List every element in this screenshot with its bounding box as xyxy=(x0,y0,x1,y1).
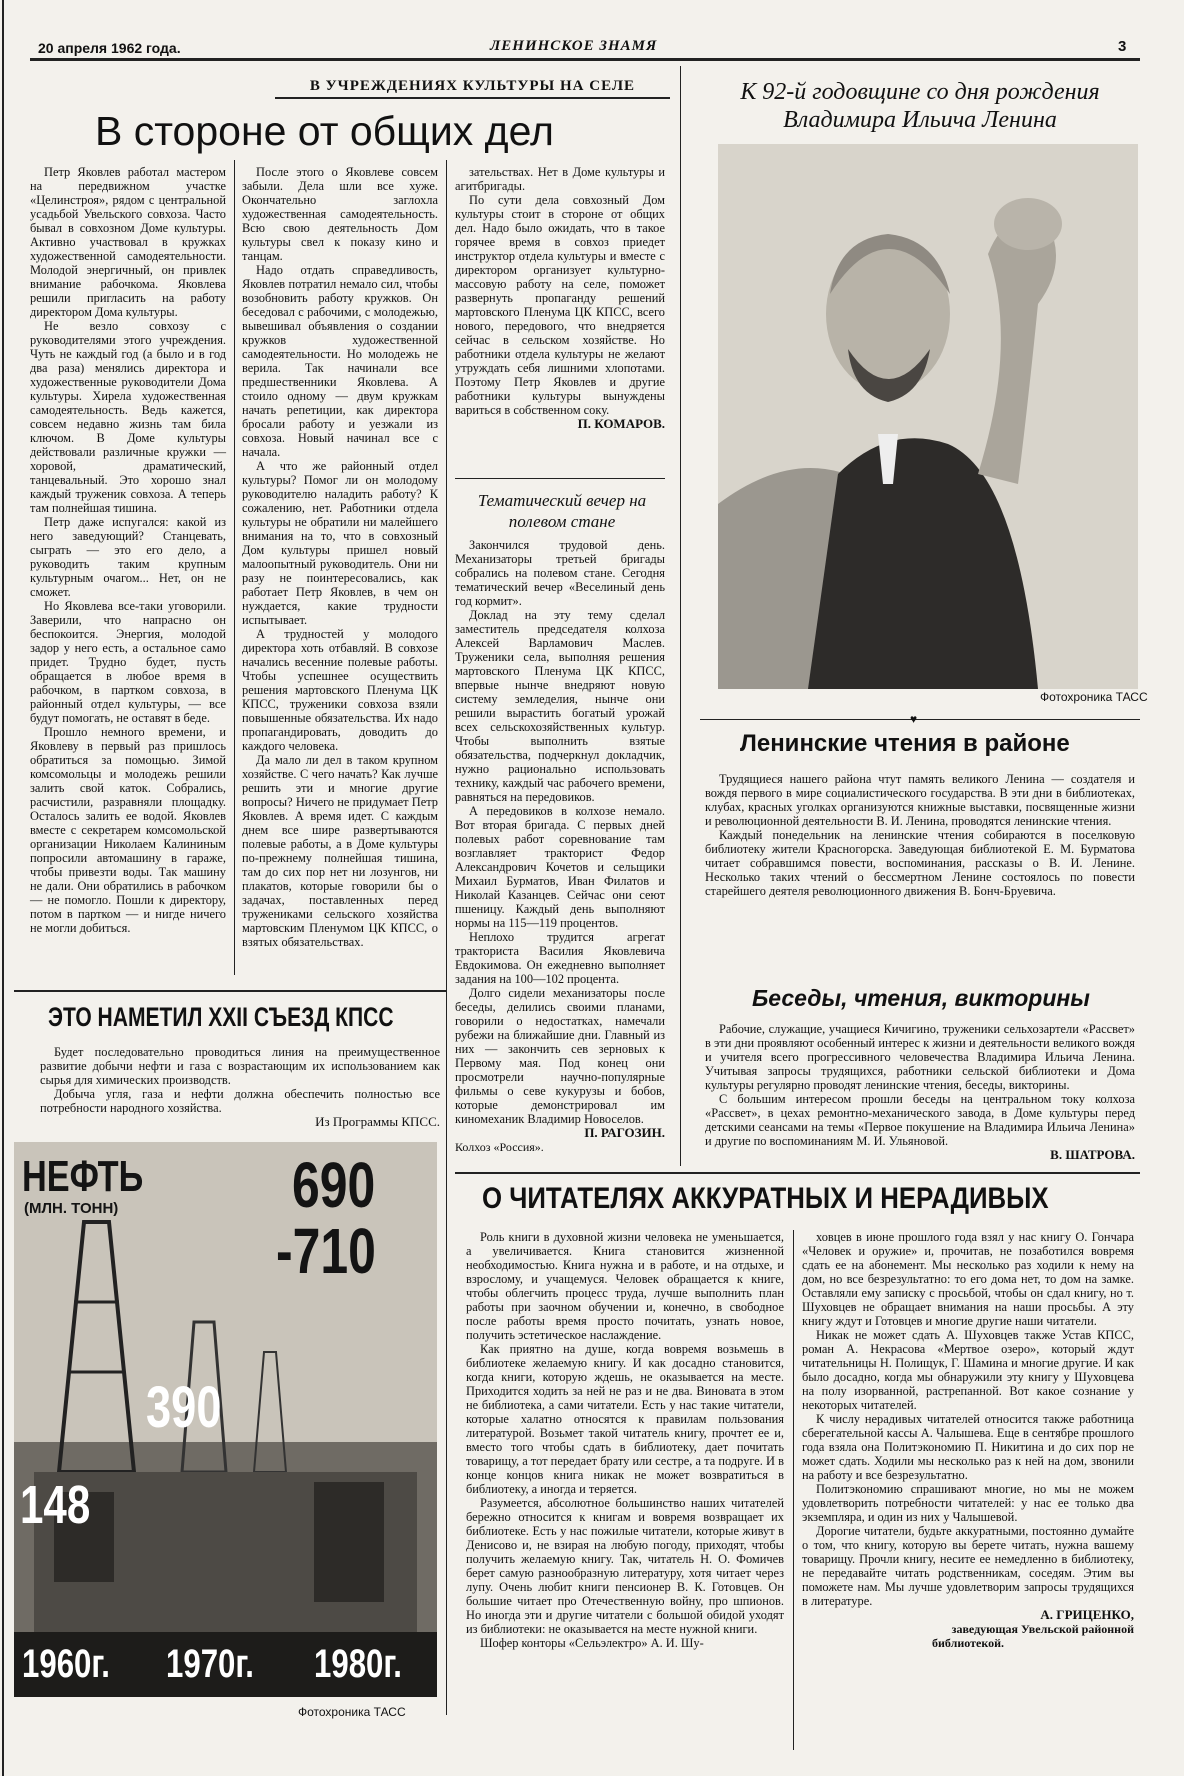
paragraph: Закончился трудовой день. Механизаторы третьей бригады собрались на полевом стане. Сегодня тематический вечер «Веселиный день год кормит». xyxy=(455,538,665,608)
newspaper-name: ЛЕНИНСКОЕ ЗНАМЯ xyxy=(490,38,658,54)
article-title: В стороне от общих дел xyxy=(95,108,554,154)
paragraph: Никак не может сдать А. Шуховцев также Устав КПСС, роман А. Некрасова «Мертвое озеро», который ждут читательницы Н. Полищук, Г. Шамина и многие другие. И как было досадно, когда мы обнаружили эту книгу у Шуховцева на полу изорванной, растрепанной. Вот какое сознание у некоторых читателей. xyxy=(802,1328,1134,1412)
paragraph: Петр Яковлев работал мастером на передвижном участке «Целинстроя», рядом с центральной усадьбой Увельского совхоза. Часто бывал в совхозном Доме культуры. Активно участвовал в кружках художественной самодеятельности. Молодой энергичный, он привлек внимание рабочкома. Яковлева решили пригласить на работу директором Дома культуры. xyxy=(30,165,226,319)
poster-year-1970: 1970г. xyxy=(166,1642,254,1686)
poster-value-1970: 390 xyxy=(146,1375,222,1440)
paragraph: Шофер конторы «Сельэлектро» А. И. Шу- xyxy=(480,1636,704,1650)
portrait-drawing xyxy=(718,144,1138,689)
article-body xyxy=(705,772,1135,898)
article-column-1 xyxy=(30,165,226,935)
column-rule xyxy=(680,66,681,1166)
author-position: библиотекой. xyxy=(932,1636,1004,1650)
paragraph: Добыча угля, газа и нефти должна обеспечить полностью все потребности народного хозяйства. xyxy=(40,1087,440,1115)
article-body xyxy=(455,538,665,1154)
paragraph: Петр даже испугался: какой из него заведующий? Станцевать, сыграть — это его дело, а руководить таким крупным культурным очагом... Нет, он не сможет. xyxy=(30,515,226,599)
paragraph: А что же районный отдел культуры? Помог ли он молодому руководителю наладить работу? К сожалению, нет. Работники отдела культуры не обратили ни малейшего внимания на то, что в совхозный Дом культуры пришел новый малоопытный руководитель. Они ни разу не поинтересовались, как работает Петр Яковлев, в чем он нуждается, какие трудности испытывает. xyxy=(242,459,438,627)
poster-value-1960: 148 xyxy=(20,1475,91,1535)
article-title: Беседы, чтения, викторины xyxy=(752,985,1090,1011)
paragraph: Разумеется, абсолютное большинство наших читателей бережно относится к книгам и вовремя возвращает их библиотеке. Есть у нас пожилые читатели, которые живут в Денисово и, не взирая на любую погоду, приходят, чтобы получить желаемую книгу. Так, читатель Н. О. Фомичев берет самую разнообразную литературу, хотя читает через лупу. Очень любит книги пенсионер В. К. Готовцев. Он большие читает про Отечественную войну, про шпионов. Но иногда эти и другие читатели с большой обидой уходят из библиотеки: не оказывается на месте нужной книги. xyxy=(466,1496,784,1636)
article-column-2 xyxy=(802,1230,1134,1650)
issue-date: 20 апреля 1962 года. xyxy=(38,40,181,56)
section-title-text: ЭТО НАМЕТИЛ XXII СЪЕЗД КПСС xyxy=(48,1002,394,1032)
paragraph: По сути дела совхозный Дом культуры стоит в стороне от общих дел. Надо было ожидать, что в такое горячее время в совхоз приедет инструктор отдела культуры и вместе с директором организует культурно-массовую работу на селе, поможет развернуть пропаганду решений мартовского Пленума ЦК КПСС, всего нового, передового, что внедряется сейчас в сельском хозяйстве. Но работники отдела культуры не желают утруждать себя лишними хлопотами. Поэтому Петр Яковлев и другие работники культуры вынуждены вариться в собственном соку. xyxy=(455,193,665,417)
masthead-rule xyxy=(30,58,1140,61)
paragraph: зательствах. Нет в Доме культуры и агитбригады. xyxy=(455,165,665,193)
section-rule xyxy=(14,990,446,992)
paragraph: Каждый понедельник на ленинские чтения собираются в поселковую библиотеку жители Красногорска. Заведующая библиотекой Е. М. Бурматова читает собравшимся повести, воспоминания, рассказы о В. И. Ленине. Несколько таких чтений о бессмертном Ленине состоялось по повести старейшего деятеля революционного движения В. Бонч-Бруевича. xyxy=(705,828,1135,898)
paragraph: А передовиков в колхозе немало. Вот вторая бригада. С первых дней полевых работ соревнование там возглавляет тракторист Федор Александрович Кочетов и сельщики Михаил Бурматов, Иван Филатов и Николай Казанцев. Сейчас они сеют пшеницу. Каждый день выполняют нормы на 115—119 процентов. xyxy=(455,804,665,930)
anniversary-heading xyxy=(700,78,1140,134)
paragraph: Долго сидели механизаторы после беседы, делились своими планами, говорили о недостатках, намечали рубежи на ближайшие дни. Главный из них — закончить сев зерновых к Первому мая. Под конец они просмотрели научно-популярные фильмы о севе кукурузы и бобов, которые демонстрировал им киномеханик Владимир Новоселов. xyxy=(455,986,665,1126)
paragraph: К числу нерадивых читателей относится также работница сберегательной кассы А. Чалышева. Еще в сентябре прошлого года взяла она Политэкономию П. Никитина и до сих пор не может сдать. Ходили мы несколько раз к ней на дом, звонили на работу и все безрезультатно. xyxy=(802,1412,1134,1482)
paragraph: Прошло немного времени, и Яковлеву в первый раз пришлось обратиться за помощью. Зимой комсомольцы и молодежь решили залить свой каток. Собрались, расчистили, разравняли площадку. Осталось залить ее водой. Яковлев вместе с секретарем комсомольской организации Николаем Калининым попросили автомашину в гараже, чтобы привезти воды. Так машину не дали. Они обратились в рабочком — не помогло. Пошли к директору, потом в партком — и нигде ничего не могли добиться. xyxy=(30,725,226,935)
ornament: ♥ xyxy=(910,712,918,726)
paragraph: Как приятно на душе, когда вовремя возьмешь в библиотеке желаемую книгу. И как досадно становится, когда книги, которую ждешь, не оказывается на месте. Приходится ходить за ней не раз и не два. Виновата в этом не библиотека, а сами читатели. Есть у нас такие читатели, которые халатно относятся к правилам пользования литературой. Возьмет такой читатель книгу, прочтет ее и, вместо того чтобы сдать в библиотеку, дает почитать товарищу, а тот передает брату или сестре, а та подруге. И в конце концов книга никак не может возвратиться в библиотеку, а иногда и теряется. xyxy=(466,1342,784,1496)
article-title-wrap xyxy=(482,1182,1141,1216)
rubric-rule xyxy=(275,97,670,99)
page-edge xyxy=(2,0,4,1776)
paragraph: Да мало ли дел в таком крупном хозяйстве. С чего начать? Как лучше решить эти и многие другие вопросы? Ничего не придумает Петр Яковлев. А время идет. С каждым днем все шире развертываются полевые работы, а в Доме культуры по-прежнему полнейшая тишина, там до сих пор нет ни лозунгов, ни плакатов, которые говорили бы о задачах, поставленных перед тружениками сельского хозяйства мартовским Пленумом ЦК КПСС, о взятых обязательствах. xyxy=(242,753,438,949)
author-signature: А. ГРИЦЕНКО, xyxy=(1040,1607,1134,1622)
paragraph: После этого о Яковлеве совсем забыли. Дела шли все хуже. Окончательно заглохла художественная самодеятельность. Всю свою деятельность Дом культуры свел к показу кино и танцам. xyxy=(242,165,438,263)
article-rubric: В УЧРЕЖДЕНИЯХ КУЛЬТУРЫ НА СЕЛЕ xyxy=(309,78,636,94)
paragraph: Будет последовательно проводиться линия на преимущественное развитие добычи нефти и газа с возрастающим их использованием как сырья для химических производств. xyxy=(40,1045,440,1087)
poster-label: НЕФТЬ xyxy=(22,1152,144,1201)
article-title: Тематический вечер на полевом стане xyxy=(477,491,647,531)
column-rule xyxy=(793,1230,794,1750)
poster-value-1980: 690 xyxy=(292,1149,376,1221)
paragraph: А трудностей у молодого директора хоть отбавляй. В совхозе начались весенние полевые работы. Чтобы успешнее осуществить решения мартовского Пленума ЦК КПСС, труженики совхоза взяли повышенные обязательства. Их надо пропагандировать, доводить до каждого человека. xyxy=(242,627,438,753)
article-column-3 xyxy=(455,165,665,431)
poster-value-1980-upper: -710 xyxy=(276,1215,376,1287)
column-rule xyxy=(234,160,235,975)
author-location: Колхоз «Россия». xyxy=(455,1140,544,1154)
article-title: Ленинские чтения в районе xyxy=(740,730,1070,757)
column-rule xyxy=(446,160,447,1715)
paragraph: Не везло совхозу с руководителями этого учреждения. Чуть не каждый год (а было и в год два раза) менялись директора и художественные руководители Дома культуры. Хирела художественная самодеятельность. Ведь кажется, совсем недавно жизнь там била ключом. В Доме культуры действовали различные кружки — хоровой, драматический, танцевальный. Это хорошо знал каждый труженик совхоза. А теперь там полнейшая тишина. xyxy=(30,319,226,515)
paragraph: Политэкономию спрашивают многие, но мы не можем удовлетворить потребности читателей: у нас ее только два экземпляра, и один из них у Чалышевой. xyxy=(802,1482,1134,1524)
paragraph: Трудящиеся нашего района чтут память великого Ленина — создателя и вождя первого в мире социалистического государства. В эти дни в библиотеках, клубах, красных уголках организуются книжные выставки, посвященные жизни и революционной деятельности В. И. Ленина, проводятся ленинские чтения. xyxy=(705,772,1135,828)
photo-credit: Фотохроника ТАСС xyxy=(298,1705,406,1719)
quote-source: Из Программы КПСС. xyxy=(315,1114,440,1129)
section-rule xyxy=(455,1172,1140,1174)
paragraph: Доклад на эту тему сделал заместитель председателя колхоза Алексей Варламович Маслев. Труженики села, выполняя решения мартовского Пленума ЦК КПСС, впервые нынче внедряют новую систему земледелия, нынче они решили вырастить богатый урожай всех сельскохозяйственных культур. Чтобы выполнить взятые обязательства, подчеркнул докладчик, нужно рационально использовать технику, каждый час рабочего времени, равняться на передовиков. xyxy=(455,608,665,804)
section-rule xyxy=(455,478,665,479)
author-signature: В. ШАТРОВА. xyxy=(1050,1147,1135,1162)
article-column-2 xyxy=(242,165,438,949)
lenin-portrait xyxy=(718,144,1138,689)
section-rule xyxy=(700,719,1140,720)
paragraph: Роль книги в духовной жизни человека не уменьшается, а увеличивается. Книга становится жизненной необходимостью. Книга нужна и в работе, и на отдыхе, и взрослому, и учащемуся. Человек обращается к книге, чтобы облегчить процесс труда, лучше выполнить план работы при заочном обучении и, конечно, в свободное после работы время просто почитать, узнать новое, получить эстетическое наслаждение. xyxy=(466,1230,784,1342)
oil-production-poster xyxy=(14,1142,437,1697)
paragraph: Дорогие читатели, будьте аккуратными, постоянно думайте о том, что книгу, которую вы берете читать, нужна вашему товарищу. Прочли книгу, несите ее немедленно в библиотеку, не передавайте читать родственникам, соседям. Этим вы поможете нам. Мы лучше удовлетворим запросы трудящихся в литературе. xyxy=(802,1524,1134,1608)
author-position: заведующая Увельской районной xyxy=(951,1622,1134,1636)
heading-line: Владимира Ильича Ленина xyxy=(783,107,1057,133)
poster-unit: (МЛН. ТОНН) xyxy=(24,1200,119,1217)
article-title: О ЧИТАТЕЛЯХ АККУРАТНЫХ И НЕРАДИВЫХ xyxy=(482,1182,1049,1215)
article-body xyxy=(705,1022,1135,1162)
article-column-1 xyxy=(466,1230,784,1650)
paragraph: Рабочие, служащие, учащиеся Кичигино, труженики сельхозартели «Рассвет» в эти дни проявляют особенный интерес к жизни и деятельности великого вождя и учителя всего прогрессивного человечества Владимира Ильича Ленина. Учитывая запросы трудящихся, работники сельской библиотеки и Дома культуры регулярно проводят ленинские чтения, беседы, викторины. xyxy=(705,1022,1135,1092)
paragraph: Надо отдать справедливость, Яковлев потратил немало сил, чтобы возобновить работу кружков. Он беседовал с рабочими, с молодежью, вывешивал объявления о создании кружков художественной самодеятельности. Но молодежь не верила. Так начинали все предшественники Яковлева. А стоило одному — двум кружкам начать репетиции, как директора бросали работу и уезжали из совхоза. Новый начинал все с начала. xyxy=(242,263,438,459)
page-number: 3 xyxy=(1118,38,1127,55)
author-signature: П. КОМАРОВ. xyxy=(577,416,665,431)
paragraph: ховцев в июне прошлого года взял у нас книгу О. Гончара «Человек и оружие» и, прочитав, не позаботился вовремя сдать ее на абонемент. Мы несколько раз ходили к нему на дом, но все безрезультатно: то его дома нет, то дом на замке. Оставляли ему записку с просьбой, чтобы он сдал книгу, но т. Шуховцев не обращает внимания на наши просьбы. А эту книгу ждут и Готовцев и многие другие наши читатели. xyxy=(802,1230,1134,1328)
section-title xyxy=(48,1002,491,1033)
poster-year-1960: 1960г. xyxy=(22,1642,110,1686)
paragraph: Неплохо трудится агрегат тракториста Василия Яковлевича Евдокимова. Он ежедневно выполняет задания на 100—102 процента. xyxy=(455,930,665,986)
heading-line: К 92-й годовщине со дня рождения xyxy=(740,79,1100,105)
paragraph: С большим интересом прошли беседы на центральном току колхоза «Рассвет», в цехах ремонтно-механического завода, в Доме культуры перед детскими сеансами на темы «Первое покушение на Владимира Ильича Ленина» и другие по воспоминаниям М. И. Ульяновой. xyxy=(705,1092,1135,1148)
author-signature: П. РАГОЗИН. xyxy=(584,1125,665,1140)
paragraph: Но Яковлева все-таки уговорили. Заверили, что напрасно он беспокоится. Энергия, молодой задор у него есть, а остальное само придет. Трудно будет, пусть обращается в любое время в рабочком, в партком совхоза, в районный отдел культуры, — все будут помогать, не оставят в беде. xyxy=(30,599,226,725)
photo-credit: Фотохроника ТАСС xyxy=(1040,690,1148,704)
program-quote xyxy=(40,1045,440,1129)
poster-year-1980: 1980г. xyxy=(314,1642,402,1686)
